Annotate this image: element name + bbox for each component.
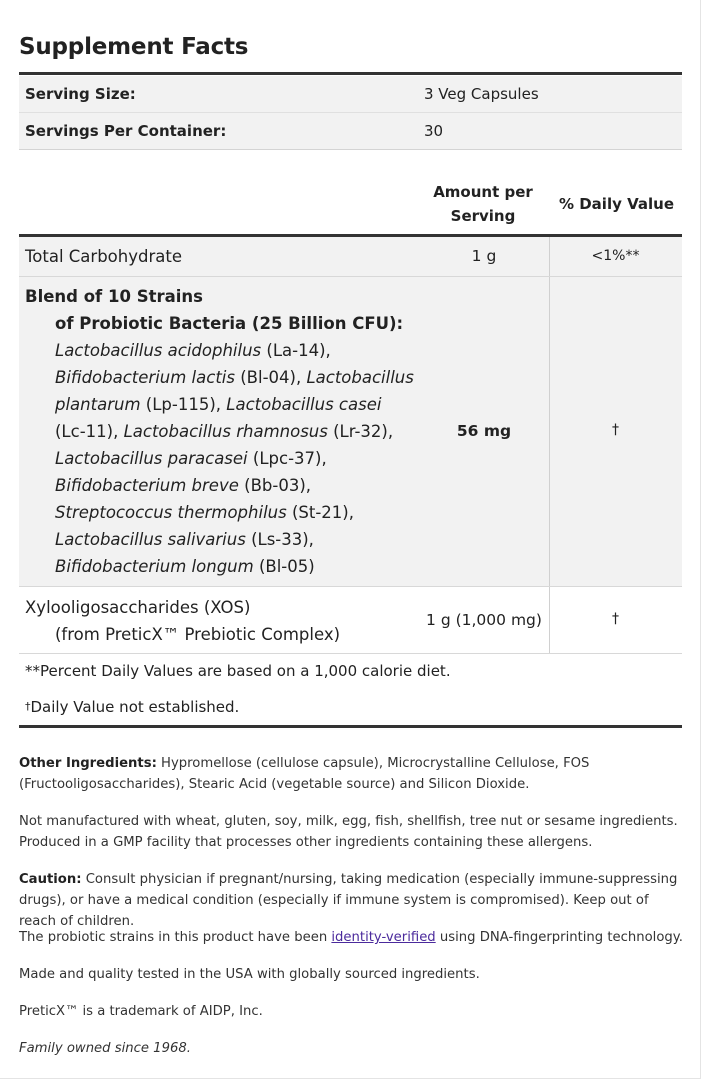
carbohydrate-row bbox=[19, 237, 682, 276]
caution-label: Caution: bbox=[19, 872, 82, 887]
strain-line bbox=[55, 472, 425, 499]
strain-line bbox=[55, 526, 425, 553]
servings-per-container-value: 30 bbox=[424, 122, 444, 140]
strain-line bbox=[55, 391, 425, 418]
xos-name: Xylooligosaccharides (XOS) bbox=[25, 598, 251, 617]
probiotic-text: using DNA-fingerprinting technology. bbox=[435, 930, 683, 945]
title-rule bbox=[19, 72, 682, 75]
serving-size-label: Serving Size: bbox=[25, 85, 136, 103]
divider bbox=[19, 149, 682, 150]
xos-description bbox=[25, 594, 340, 648]
amount-per-serving-header bbox=[410, 180, 556, 228]
strain-code: (Ls-33), bbox=[245, 530, 314, 549]
page-title: Supplement Facts bbox=[19, 34, 249, 60]
strain-line bbox=[55, 553, 425, 580]
strain-species: Lactobacillus acidophilus bbox=[55, 341, 262, 360]
blend-amount: 56 mg bbox=[456, 422, 512, 440]
strain-code: (Lc-11), bbox=[55, 422, 124, 441]
servings-per-container-label: Servings Per Container: bbox=[25, 122, 227, 140]
strain-line bbox=[55, 499, 425, 526]
carbohydrate-amount: 1 g bbox=[471, 247, 497, 265]
strain-species: Bifidobacterium breve bbox=[55, 476, 239, 495]
xos-source: (from PreticX™ Prebiotic Complex) bbox=[55, 625, 341, 644]
footer-rule bbox=[19, 725, 682, 728]
strain-code: (Lr-32), bbox=[327, 422, 394, 441]
strain-species: plantarum bbox=[55, 395, 141, 414]
dagger-symbol: † bbox=[25, 700, 31, 713]
caution-statement bbox=[19, 869, 689, 932]
dagger-footnote bbox=[25, 698, 239, 716]
xos-amount: 1 g (1,000 mg) bbox=[426, 611, 542, 629]
serving-size-row bbox=[19, 76, 682, 112]
daily-value-header: % Daily Value bbox=[558, 195, 674, 213]
servings-per-container-row bbox=[19, 113, 682, 149]
xos-row bbox=[19, 587, 682, 653]
probiotic-text: The probiotic strains in this product have been bbox=[19, 930, 332, 945]
carbohydrate-name: Total Carbohydrate bbox=[25, 247, 182, 266]
strain-code: (St-21), bbox=[286, 503, 354, 522]
caution-text: Consult physician if pregnant/nursing, taking medication (especially immune-suppressing drugs), or have a medical condition (especially if immune system is compromised). Keep out of reach of children. bbox=[19, 872, 678, 929]
blend-description bbox=[25, 283, 425, 580]
blend-subtitle: of Probiotic Bacteria (25 Billion CFU): bbox=[55, 314, 404, 333]
made-in-usa: Made and quality tested in the USA with globally sourced ingredients. bbox=[19, 967, 480, 982]
strain-code: (Lp-115), bbox=[140, 395, 227, 414]
strain-species: Lactobacillus casei bbox=[226, 395, 382, 414]
strain-line bbox=[55, 364, 425, 391]
strain-species: Streptococcus thermophilus bbox=[55, 503, 287, 522]
percent-daily-footnote: **Percent Daily Values are based on a 1,000 calorie diet. bbox=[25, 662, 451, 680]
strain-line bbox=[55, 445, 425, 472]
carbohydrate-dv: <1%** bbox=[591, 248, 640, 264]
strain-species: Lactobacillus paracasei bbox=[55, 449, 248, 468]
strain-species: Lactobacillus salivarius bbox=[55, 530, 246, 549]
dagger-text: Daily Value not established. bbox=[30, 698, 240, 716]
strain-list bbox=[25, 337, 425, 580]
strain-line bbox=[55, 418, 425, 445]
family-owned: Family owned since 1968. bbox=[19, 1041, 191, 1056]
identity-verified-link[interactable]: identity-verified bbox=[331, 930, 436, 945]
strain-code: (Bb-03), bbox=[238, 476, 311, 495]
blend-title: Blend of 10 Strains bbox=[25, 287, 203, 306]
xos-dv: † bbox=[612, 611, 619, 627]
amount-header-line1: Amount per bbox=[433, 183, 533, 201]
blend-dv: † bbox=[612, 422, 619, 438]
other-ingredients-label: Other Ingredients: bbox=[19, 756, 157, 771]
strain-species: Bifidobacterium lactis bbox=[55, 368, 235, 387]
allergen-statement: Not manufactured with wheat, gluten, soy, milk, egg, fish, shellfish, tree nut or sesame ingredients. Produced in a GMP facility that processes other ingredients containing these allergens. bbox=[19, 814, 678, 850]
strain-species: Lactobacillus bbox=[306, 368, 414, 387]
amount-header-line2: Serving bbox=[450, 207, 516, 225]
strain-species: Bifidobacterium longum bbox=[55, 557, 254, 576]
strain-code: (Bl-04), bbox=[234, 368, 307, 387]
other-ingredients bbox=[19, 753, 689, 795]
probiotic-verification bbox=[19, 927, 689, 948]
strain-species: Lactobacillus rhamnosus bbox=[123, 422, 328, 441]
strain-code: (La-14), bbox=[261, 341, 331, 360]
trademark-notice: PreticX™ is a trademark of AIDP, Inc. bbox=[19, 1004, 263, 1019]
strain-code: (Lpc-37), bbox=[247, 449, 327, 468]
probiotic-blend-row bbox=[19, 277, 682, 586]
other-ingredients-text: Hypromellose (cellulose capsule), Microcrystalline Cellulose, FOS (Fructooligosaccharides), Stearic Acid (vegetable source) and Silicon Dioxide. bbox=[19, 756, 590, 792]
strain-code: (Bl-05) bbox=[253, 557, 315, 576]
strain-line bbox=[55, 337, 425, 364]
divider bbox=[19, 653, 682, 654]
serving-size-value: 3 Veg Capsules bbox=[424, 85, 539, 103]
